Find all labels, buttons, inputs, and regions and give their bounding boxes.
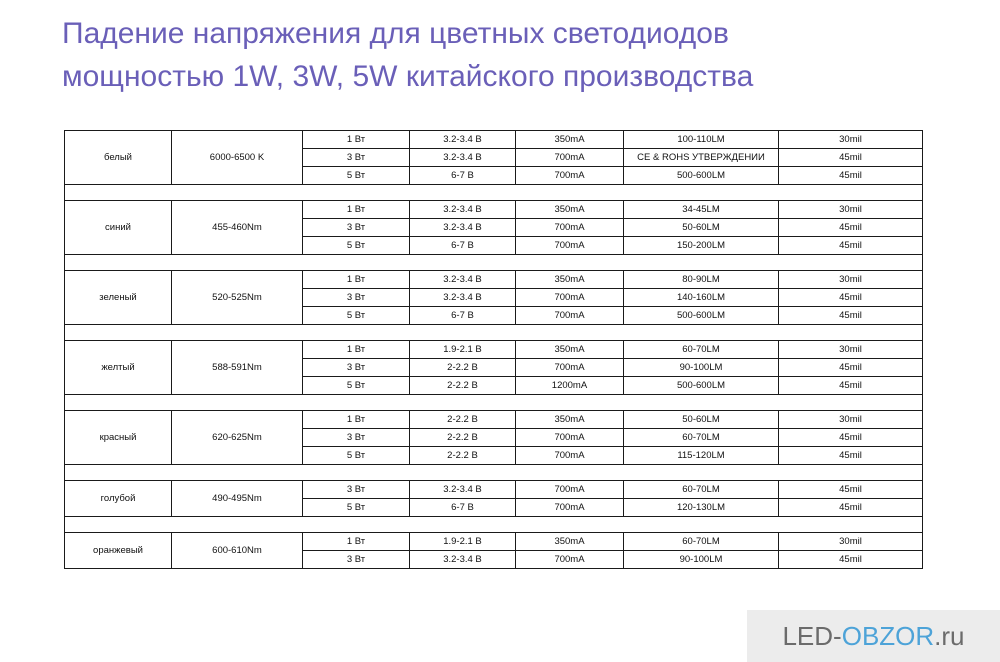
current-cell: 700mA xyxy=(516,167,624,185)
voltage-cell: 2-2.2 В xyxy=(410,359,516,377)
flux-cell: 500-600LM xyxy=(624,167,779,185)
chip-cell: 30mil xyxy=(779,131,923,149)
chip-cell: 45mil xyxy=(779,447,923,465)
table-row xyxy=(65,201,923,219)
flux-cell: CE & ROHS УТВЕРЖДЕНИИ xyxy=(624,149,779,167)
flux-cell: 90-100LM xyxy=(624,551,779,569)
separator-cell xyxy=(65,395,923,411)
voltage-cell: 6-7 В xyxy=(410,307,516,325)
voltage-cell: 6-7 В xyxy=(410,167,516,185)
flux-cell: 100-110LM xyxy=(624,131,779,149)
power-cell: 1 Вт xyxy=(303,341,410,359)
voltage-cell: 3.2-3.4 В xyxy=(410,481,516,499)
power-cell: 1 Вт xyxy=(303,131,410,149)
flux-cell: 34-45LM xyxy=(624,201,779,219)
wavelength-cell: 620-625Nm xyxy=(172,411,303,465)
flux-cell: 90-100LM xyxy=(624,359,779,377)
power-cell: 3 Вт xyxy=(303,429,410,447)
power-cell: 5 Вт xyxy=(303,237,410,255)
group-separator-row xyxy=(65,185,923,201)
flux-cell: 60-70LM xyxy=(624,341,779,359)
voltage-cell: 3.2-3.4 В xyxy=(410,289,516,307)
voltage-cell: 3.2-3.4 В xyxy=(410,219,516,237)
power-cell: 1 Вт xyxy=(303,533,410,551)
current-cell: 700mA xyxy=(516,429,624,447)
chip-cell: 30mil xyxy=(779,271,923,289)
power-cell: 5 Вт xyxy=(303,307,410,325)
current-cell: 700mA xyxy=(516,149,624,167)
flux-cell: 500-600LM xyxy=(624,307,779,325)
separator-cell xyxy=(65,255,923,271)
separator-cell xyxy=(65,517,923,533)
current-cell: 700mA xyxy=(516,289,624,307)
current-cell: 700mA xyxy=(516,307,624,325)
current-cell: 700mA xyxy=(516,219,624,237)
flux-cell: 500-600LM xyxy=(624,377,779,395)
current-cell: 1200mA xyxy=(516,377,624,395)
chip-cell: 45mil xyxy=(779,149,923,167)
power-cell: 3 Вт xyxy=(303,359,410,377)
watermark-text-tld: .ru xyxy=(934,621,965,651)
wavelength-cell: 588-591Nm xyxy=(172,341,303,395)
current-cell: 700mA xyxy=(516,237,624,255)
watermark-text-led: LED xyxy=(782,621,834,651)
separator-cell xyxy=(65,185,923,201)
chip-cell: 30mil xyxy=(779,341,923,359)
chip-cell: 30mil xyxy=(779,411,923,429)
color-name-cell: желтый xyxy=(65,341,172,395)
voltage-cell: 3.2-3.4 В xyxy=(410,201,516,219)
flux-cell: 60-70LM xyxy=(624,533,779,551)
chip-cell: 45mil xyxy=(779,481,923,499)
power-cell: 3 Вт xyxy=(303,289,410,307)
flux-cell: 120-130LM xyxy=(624,499,779,517)
separator-cell xyxy=(65,465,923,481)
group-separator-row xyxy=(65,395,923,411)
voltage-cell: 2-2.2 В xyxy=(410,447,516,465)
wavelength-cell: 600-610Nm xyxy=(172,533,303,569)
current-cell: 350mA xyxy=(516,411,624,429)
table-row xyxy=(65,271,923,289)
title-line-1: Падение напряжения для цветных светодиодов xyxy=(62,17,729,50)
chip-cell: 30mil xyxy=(779,201,923,219)
title-line-2: мощностью 1W, 3W, 5W китайского производства xyxy=(62,60,754,93)
chip-cell: 45mil xyxy=(779,359,923,377)
voltage-cell: 2-2.2 В xyxy=(410,377,516,395)
flux-cell: 140-160LM xyxy=(624,289,779,307)
table-row xyxy=(65,533,923,551)
power-cell: 3 Вт xyxy=(303,481,410,499)
group-separator-row xyxy=(65,465,923,481)
chip-cell: 45mil xyxy=(779,219,923,237)
power-cell: 5 Вт xyxy=(303,167,410,185)
chip-cell: 45mil xyxy=(779,551,923,569)
table-row xyxy=(65,481,923,499)
flux-cell: 50-60LM xyxy=(624,411,779,429)
chip-cell: 45mil xyxy=(779,289,923,307)
current-cell: 350mA xyxy=(516,533,624,551)
chip-cell: 45mil xyxy=(779,307,923,325)
power-cell: 5 Вт xyxy=(303,447,410,465)
flux-cell: 150-200LM xyxy=(624,237,779,255)
power-cell: 5 Вт xyxy=(303,377,410,395)
led-voltage-table xyxy=(64,130,923,569)
voltage-cell: 1.9-2.1 В xyxy=(410,533,516,551)
chip-cell: 30mil xyxy=(779,533,923,551)
power-cell: 3 Вт xyxy=(303,551,410,569)
current-cell: 700mA xyxy=(516,447,624,465)
chip-cell: 45mil xyxy=(779,429,923,447)
flux-cell: 115-120LM xyxy=(624,447,779,465)
color-name-cell: белый xyxy=(65,131,172,185)
voltage-cell: 1.9-2.1 В xyxy=(410,341,516,359)
group-separator-row xyxy=(65,517,923,533)
chip-cell: 45mil xyxy=(779,237,923,255)
chip-cell: 45mil xyxy=(779,499,923,517)
current-cell: 350mA xyxy=(516,201,624,219)
current-cell: 350mA xyxy=(516,271,624,289)
power-cell: 1 Вт xyxy=(303,201,410,219)
current-cell: 700mA xyxy=(516,499,624,517)
power-cell: 1 Вт xyxy=(303,411,410,429)
table-row xyxy=(65,411,923,429)
voltage-cell: 3.2-3.4 В xyxy=(410,551,516,569)
color-name-cell: синий xyxy=(65,201,172,255)
voltage-cell: 3.2-3.4 В xyxy=(410,149,516,167)
wavelength-cell: 455-460Nm xyxy=(172,201,303,255)
power-cell: 1 Вт xyxy=(303,271,410,289)
watermark-text-dash: - xyxy=(833,621,842,651)
group-separator-row xyxy=(65,325,923,341)
color-name-cell: красный xyxy=(65,411,172,465)
flux-cell: 60-70LM xyxy=(624,481,779,499)
separator-cell xyxy=(65,325,923,341)
page-title xyxy=(62,12,962,98)
color-name-cell: голубой xyxy=(65,481,172,517)
flux-cell: 80-90LM xyxy=(624,271,779,289)
wavelength-cell: 490-495Nm xyxy=(172,481,303,517)
site-watermark-logo xyxy=(747,610,1000,662)
voltage-cell: 6-7 В xyxy=(410,499,516,517)
group-separator-row xyxy=(65,255,923,271)
flux-cell: 60-70LM xyxy=(624,429,779,447)
current-cell: 700mA xyxy=(516,359,624,377)
chip-cell: 45mil xyxy=(779,377,923,395)
current-cell: 350mA xyxy=(516,341,624,359)
voltage-cell: 2-2.2 В xyxy=(410,429,516,447)
table-row xyxy=(65,131,923,149)
voltage-cell: 2-2.2 В xyxy=(410,411,516,429)
power-cell: 3 Вт xyxy=(303,149,410,167)
flux-cell: 50-60LM xyxy=(624,219,779,237)
wavelength-cell: 6000-6500 K xyxy=(172,131,303,185)
voltage-cell: 3.2-3.4 В xyxy=(410,131,516,149)
table-body xyxy=(65,131,923,569)
power-cell: 5 Вт xyxy=(303,499,410,517)
power-cell: 3 Вт xyxy=(303,219,410,237)
voltage-cell: 3.2-3.4 В xyxy=(410,271,516,289)
current-cell: 350mA xyxy=(516,131,624,149)
current-cell: 700mA xyxy=(516,481,624,499)
color-name-cell: оранжевый xyxy=(65,533,172,569)
table-row xyxy=(65,341,923,359)
watermark-text-obzor: OBZOR xyxy=(841,621,935,651)
current-cell: 700mA xyxy=(516,551,624,569)
color-name-cell: зеленый xyxy=(65,271,172,325)
voltage-cell: 6-7 В xyxy=(410,237,516,255)
wavelength-cell: 520-525Nm xyxy=(172,271,303,325)
chip-cell: 45mil xyxy=(779,167,923,185)
